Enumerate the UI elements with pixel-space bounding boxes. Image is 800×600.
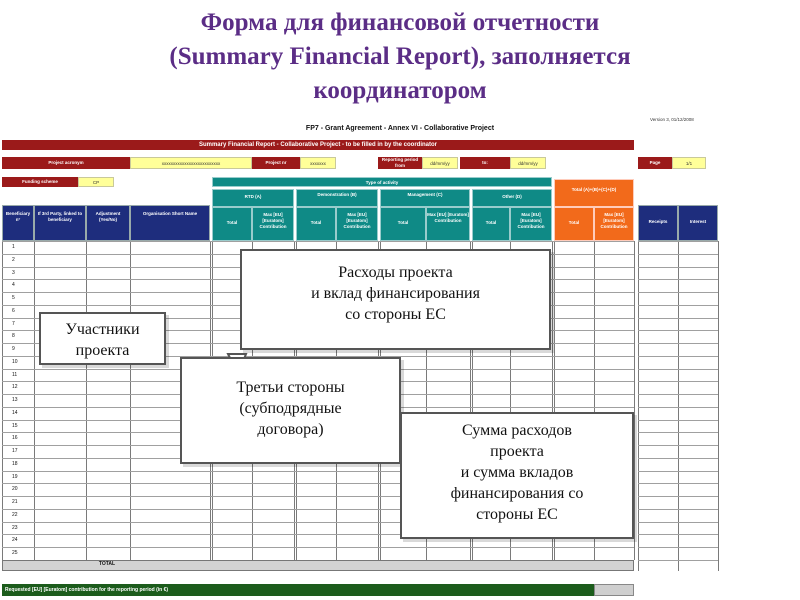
table-row-receipts: [638, 330, 718, 331]
project-acronym-field[interactable]: xxxxxxxxxxxxxxxxxxxxxxxxxx: [130, 157, 252, 169]
total-max-header: Max [EU] [Euratom] Contribution: [594, 207, 634, 241]
table-row-receipts: [638, 483, 718, 484]
row-number: 13: [12, 397, 18, 404]
other-max-header: Max [EU] [Euratom] Contribution: [510, 207, 552, 241]
row-number: 18: [12, 460, 18, 467]
table-row-receipts: [638, 318, 718, 319]
management-header: Management (C): [380, 189, 470, 207]
row-number: 3: [12, 269, 15, 276]
sheet-title: FP7 - Grant Agreement - Annex VI - Collaborative Project: [305, 125, 495, 132]
row-number: 10: [12, 358, 18, 365]
slide-title-line-1: Форма для финансовой отчетности: [200, 9, 600, 36]
table-row-receipts: [638, 356, 718, 357]
table-row-receipts: [638, 343, 718, 344]
row-number: 11: [12, 371, 18, 378]
row-number: 5: [12, 295, 15, 302]
version-label: Version 3, 01/12/2008: [650, 117, 694, 122]
table-row-receipts: [638, 381, 718, 382]
third-party-header: If 3rd Party, linked to beneficiary: [34, 205, 86, 241]
table-row: [2, 241, 634, 242]
callout-third-parties-line-2: (субподрядные: [239, 400, 342, 417]
requested-contribution-value: [594, 584, 634, 596]
table-row: [2, 547, 634, 548]
table-row-receipts: [638, 432, 718, 433]
row-number: 15: [12, 422, 18, 429]
funding-scheme-field[interactable]: CP: [78, 177, 114, 187]
table-row-receipts: [638, 560, 718, 561]
callout-participants: [39, 312, 166, 365]
table-row-receipts: [638, 241, 718, 242]
callout-participants-line-1: Участники: [65, 321, 140, 338]
other-total-header: Total: [472, 207, 510, 241]
row-number: 6: [12, 307, 15, 314]
row-number: 21: [12, 499, 18, 506]
row-number: 22: [12, 511, 18, 518]
table-row-receipts: [638, 509, 718, 510]
row-number: 9: [12, 346, 15, 353]
callout-project-costs-line-3: со стороны ЕС: [345, 306, 446, 323]
project-nr-label: Project nr: [252, 157, 300, 169]
callout-third-parties-line-1: Третьи стороны: [236, 379, 345, 396]
row-number: 24: [12, 537, 18, 544]
callout-participants-line-2: проекта: [75, 342, 130, 359]
total-label: TOTAL: [98, 561, 116, 567]
callout-sum-line-1: Сумма расходов: [462, 422, 572, 439]
reporting-from-label: Reporting period from: [378, 157, 422, 169]
rtd-header: RTD (A): [212, 189, 294, 207]
slide-title: [0, 6, 800, 108]
table-row-receipts: [638, 254, 718, 255]
slide-title-line-2: (Summary Financial Report), заполняется: [169, 43, 631, 70]
demo-total-header: Total: [296, 207, 336, 241]
callout-third-parties: [180, 357, 401, 464]
table-row-receipts: [638, 534, 718, 535]
row-number: 23: [12, 524, 18, 531]
table-row-receipts: [638, 267, 718, 268]
funding-scheme-label: Funding scheme: [2, 177, 78, 187]
total-group-header: Total (A)+(B)+(C)+(D): [554, 179, 634, 207]
row-number: 8: [12, 333, 15, 340]
report-header-bar: Summary Financial Report - Collaborative Project - to be filled in by the coordinator: [2, 140, 634, 150]
table-row-receipts: [638, 279, 718, 280]
mgmt-max-header: Max [EU] [Euratom] Contribution: [426, 207, 470, 241]
callout-project-costs-line-2: и вклад финансирования: [311, 285, 480, 302]
to-field[interactable]: dd/mm/yy: [510, 157, 546, 169]
row-number: 2: [12, 256, 15, 263]
callout-sum-line-4: финансирования со: [450, 485, 584, 502]
table-row-receipts: [638, 471, 718, 472]
rtd-total-header: Total: [212, 207, 252, 241]
table-row-receipts: [638, 420, 718, 421]
row-number: 16: [12, 435, 18, 442]
project-acronym-label: Project acronym: [2, 157, 130, 169]
receipts-header: Receipts: [638, 205, 678, 241]
type-of-activity-header: Type of activity: [212, 177, 552, 187]
interest-header: Interest: [678, 205, 718, 241]
rtd-max-header: Max [EU] [Euratom] Contribution: [252, 207, 294, 241]
project-nr-field[interactable]: xxxxxxx: [300, 157, 336, 169]
table-row-receipts: [638, 522, 718, 523]
callout-project-costs-line-1: Расходы проекта: [338, 264, 453, 281]
demo-max-header: Max [EU] [Euratom] Contribution: [336, 207, 378, 241]
callout-sum-line-5: стороны ЕС: [476, 506, 558, 523]
beneficiary-header: Beneficiary n°: [2, 205, 34, 241]
demonstration-header: Demonstration (B): [296, 189, 378, 207]
callout-third-parties-line-3: договора): [257, 421, 324, 438]
row-number: 14: [12, 409, 18, 416]
callout-project-costs: [240, 249, 551, 350]
table-row-receipts: [638, 292, 718, 293]
table-row-receipts: [638, 369, 718, 370]
organisation-header: Organisation Short Name: [130, 205, 210, 241]
row-number: 7: [12, 320, 15, 327]
page-label: Page: [638, 157, 672, 169]
requested-contribution-bar: Requested [EU] [Euratom] contribution for the reporting period (in €): [2, 584, 594, 596]
slide-title-line-3: координатором: [313, 77, 487, 104]
row-number: 17: [12, 448, 18, 455]
row-number: 4: [12, 282, 15, 289]
row-number: 19: [12, 473, 18, 480]
total-total-header: Total: [554, 207, 594, 241]
page-field: 1/1: [672, 157, 706, 169]
to-label: to:: [460, 157, 510, 169]
mgmt-total-header: Total: [380, 207, 426, 241]
table-row-receipts: [638, 458, 718, 459]
reporting-from-field[interactable]: dd/mm/yy: [422, 157, 458, 169]
adjustment-header: Adjustment (Yes/No): [86, 205, 130, 241]
callout-sum: [400, 412, 634, 539]
row-number: 1: [12, 244, 15, 250]
table-row-receipts: [638, 547, 718, 548]
table-row-receipts: [638, 407, 718, 408]
row-number: 12: [12, 384, 18, 391]
table-row-receipts: [638, 394, 718, 395]
table-row-receipts: [638, 305, 718, 306]
callout-sum-line-2: проекта: [490, 443, 544, 460]
other-header: Other (D): [472, 189, 552, 207]
row-number: 20: [12, 486, 18, 493]
table-row-receipts: [638, 445, 718, 446]
table-row-receipts: [638, 496, 718, 497]
callout-sum-line-3: и сумма вкладов: [460, 464, 574, 481]
row-number: 25: [12, 550, 18, 557]
